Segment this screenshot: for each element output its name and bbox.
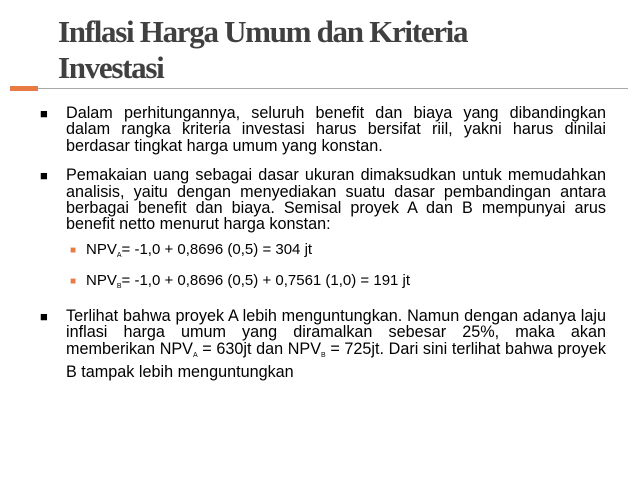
title-divider [10, 88, 628, 89]
square-bullet-icon: ■ [40, 106, 48, 121]
npv-a-label: NPV [86, 240, 117, 258]
npv-b-formula: = -1,0 + 0,8696 (0,5) + 0,7561 (1,0) = 191 jt [121, 271, 411, 289]
bullet-3-part-3: = 725jt. Dari sini terlihat bahwa proyek B tampak lebih menguntungkan [66, 339, 606, 382]
npv-a-formula: = -1,0 + 0,8696 (0,5) = 304 jt [121, 240, 313, 258]
bullet-text-3 [66, 308, 606, 381]
npv-b-label: NPV [86, 271, 117, 289]
bullet-item-3 [40, 308, 606, 381]
bullet-text-2: Pemakaian uang sebagai dasar ukuran dimaksudkan untuk memudahkan analisis, yaitu dengan menyediakan suatu dasar pembandingan antara berbagai benefit dan biaya. Semisal proyek A dan B mempunyai arus benefit netto menurut harga konstan: [66, 166, 606, 234]
npv-b-subscript: B [321, 351, 326, 359]
square-bullet-icon: ■ [40, 308, 48, 324]
npv-a-subscript: A [192, 351, 198, 359]
square-bullet-icon: ■ [40, 168, 48, 184]
orange-square-bullet-icon: ■ [70, 275, 77, 287]
orange-square-bullet-icon: ■ [70, 244, 77, 256]
slide-body [40, 98, 606, 380]
slide-title-line-2: Investasi [58, 50, 164, 85]
slide-title-line-1: Inflasi Harga Umum dan Kriteria [58, 14, 468, 49]
sub-bullet-item-2 [40, 273, 606, 295]
npv-b-subscript: B [116, 282, 122, 290]
npv-a-subscript: A [116, 251, 122, 259]
bullet-item-2 [40, 167, 606, 233]
sub-bullet-item-1 [40, 242, 606, 264]
bullet-3-part-2: = 630jt dan NPV [197, 339, 322, 358]
accent-bar [10, 86, 38, 91]
bullet-item-1 [40, 105, 606, 154]
slide-title [58, 14, 618, 86]
bullet-3-part-1: Terlihat bahwa proyek A lebih menguntungkan. Namun dengan adanya laju inflasi harga umum yang diramalkan sebesar 25%, maka akan memberikan NPV [66, 306, 606, 358]
bullet-text-1: Dalam perhitungannya, seluruh benefit dan biaya yang dibandingkan dalam rangka kriteria investasi harus bersifat riil, yakni harus dinilai berdasar tingkat harga umum yang konstan. [66, 104, 606, 155]
